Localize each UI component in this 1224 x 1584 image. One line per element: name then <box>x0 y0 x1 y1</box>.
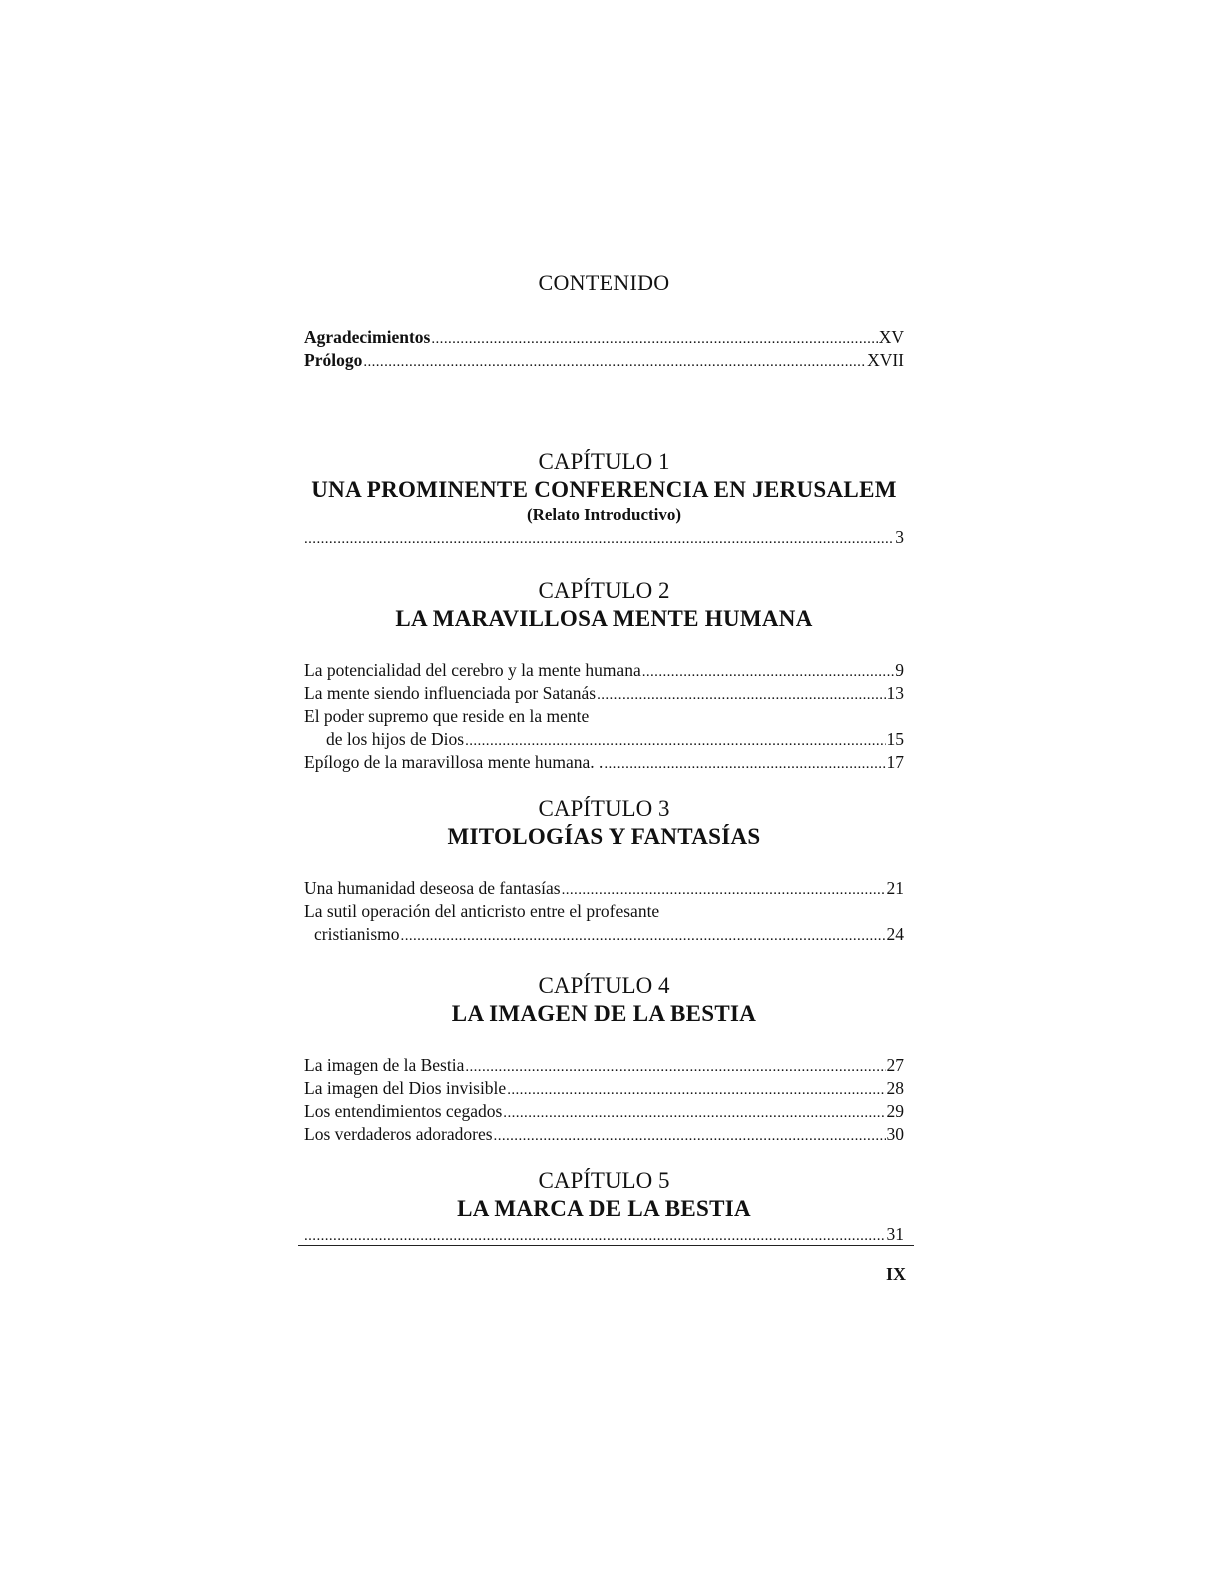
toc-entry[interactable] <box>304 923 904 946</box>
table-of-contents <box>304 268 904 1246</box>
toc-entry[interactable] <box>304 682 904 705</box>
toc-entry-label: Los verdaderos adoradores <box>304 1124 493 1144</box>
toc-entry[interactable] <box>304 1123 904 1146</box>
toc-entry-page: 30 <box>886 1124 904 1144</box>
toc-entry-page: 9 <box>895 660 904 680</box>
toc-entry-page: 24 <box>886 924 904 944</box>
toc-entry-first-line: La sutil operación del anticristo entre el profesante <box>304 901 660 921</box>
chapter-3-number: CAPÍTULO 3 <box>538 796 670 821</box>
toc-entry-label: Prólogo <box>304 350 363 370</box>
dot-leader <box>507 1079 885 1102</box>
dot-leader <box>401 925 886 948</box>
dot-leader <box>465 730 885 753</box>
chapter-4-title: LA IMAGEN DE LA BESTIA <box>451 1001 757 1026</box>
toc-entry-label: Epílogo de la maravillosa mente humana. . <box>304 752 604 772</box>
chapter-1-subtitle: (Relato Introductivo) <box>526 505 682 524</box>
dot-leader <box>494 1125 886 1148</box>
dot-leader <box>465 1056 885 1079</box>
page-number: IX <box>885 1264 906 1284</box>
toc-entry[interactable] <box>304 659 904 682</box>
toc-entry[interactable] <box>304 1100 904 1123</box>
toc-entry-chapter-5[interactable] <box>304 1223 904 1246</box>
toc-entry-page: 21 <box>886 878 904 898</box>
dot-leader <box>431 328 877 351</box>
toc-entry[interactable] <box>304 877 904 900</box>
footer-rule <box>298 1245 914 1246</box>
toc-entry-agradecimientos[interactable] <box>304 326 904 349</box>
toc-entry-label: Una humanidad deseosa de fantasías <box>304 878 561 898</box>
chapter-2-title: LA MARAVILLOSA MENTE HUMANA <box>395 606 813 631</box>
chapter-3-title: MITOLOGÍAS Y FANTASÍAS <box>447 824 761 849</box>
dot-leader <box>604 753 885 776</box>
chapter-1-title: UNA PROMINENTE CONFERENCIA EN JERUSALEM <box>311 477 897 502</box>
toc-entry[interactable] <box>304 751 904 774</box>
toc-entry-page: 27 <box>886 1055 904 1075</box>
toc-entry-label: cristianismo <box>314 924 400 944</box>
page-title: CONTENIDO <box>538 270 670 295</box>
toc-entry-page: XV <box>878 327 904 347</box>
toc-entry-label: de los hijos de Dios <box>326 729 465 749</box>
toc-entry[interactable] <box>304 1054 904 1077</box>
chapter-5-number: CAPÍTULO 5 <box>538 1168 670 1193</box>
dot-leader <box>642 661 895 684</box>
toc-entry-page: 3 <box>895 527 904 547</box>
toc-entry-page: XVII <box>867 350 904 370</box>
chapter-1-number: CAPÍTULO 1 <box>538 449 670 474</box>
chapter-2-number: CAPÍTULO 2 <box>538 578 670 603</box>
chapter-5-title: LA MARCA DE LA BESTIA <box>457 1196 751 1221</box>
toc-entry-page: 17 <box>886 752 904 772</box>
chapter-4-number: CAPÍTULO 4 <box>538 973 670 998</box>
toc-entry-label: La potencialidad del cerebro y la mente humana <box>304 660 641 680</box>
toc-entry-page: 31 <box>886 1224 904 1244</box>
toc-entry-label: Agradecimientos <box>304 327 431 347</box>
toc-entry-chapter-1[interactable] <box>304 526 904 549</box>
dot-leader <box>363 351 866 374</box>
toc-entry-prologo[interactable] <box>304 349 904 372</box>
toc-entry-label: La imagen del Dios invisible <box>304 1078 507 1098</box>
toc-entry-first-line: El poder supremo que reside en la mente <box>304 706 590 726</box>
dot-leader <box>597 684 885 707</box>
toc-entry-label: Los entendimientos cegados <box>304 1101 503 1121</box>
toc-entry-label: La mente siendo influenciada por Satanás <box>304 683 597 703</box>
toc-entry-page: 15 <box>886 729 904 749</box>
toc-entry-page: 29 <box>886 1101 904 1121</box>
dot-leader <box>304 528 894 551</box>
toc-entry-page: 28 <box>886 1078 904 1098</box>
toc-entry[interactable] <box>304 1077 904 1100</box>
toc-entry-page: 13 <box>886 683 904 703</box>
toc-entry[interactable] <box>304 728 904 751</box>
toc-entry-label: La imagen de la Bestia <box>304 1055 465 1075</box>
dot-leader <box>562 879 886 902</box>
dot-leader <box>503 1102 885 1125</box>
